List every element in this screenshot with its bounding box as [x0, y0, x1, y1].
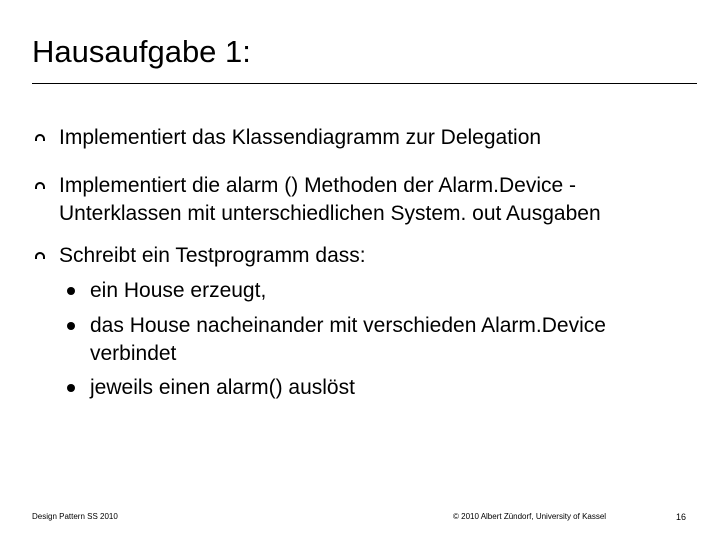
page-number: 16 [676, 512, 687, 522]
slide-title: Hausaufgabe 1: [32, 34, 251, 69]
footer-course: Design Pattern SS 2010 [32, 512, 118, 521]
sub-bullet-text: ein House erzeugt, [90, 279, 267, 302]
sub-bullet-text: jeweils einen alarm() auslöst [90, 376, 355, 399]
dot-bullet-icon [67, 384, 75, 392]
bullet-text: Unterklassen mit unterschiedlichen System. out Ausgaben [59, 202, 601, 225]
arch-bullet-icon [35, 252, 45, 259]
sub-bullet-text: das House nacheinander mit verschieden Alarm.Device [90, 314, 606, 337]
dot-bullet-icon [67, 322, 75, 330]
dot-bullet-icon [67, 287, 75, 295]
title-divider [32, 83, 697, 84]
sub-bullet-text: verbindet [90, 342, 177, 365]
bullet-text: Implementiert das Klassendiagramm zur Delegation [59, 126, 542, 149]
bullet-text: Schreibt ein Testprogramm dass: [59, 244, 366, 267]
bullet-text: Implementiert die alarm () Methoden der Alarm.Device - [59, 174, 577, 197]
footer-copyright: © 2010 Albert Zündorf, University of Kassel [453, 512, 607, 521]
arch-bullet-icon [35, 182, 45, 189]
arch-bullet-icon [35, 134, 45, 141]
